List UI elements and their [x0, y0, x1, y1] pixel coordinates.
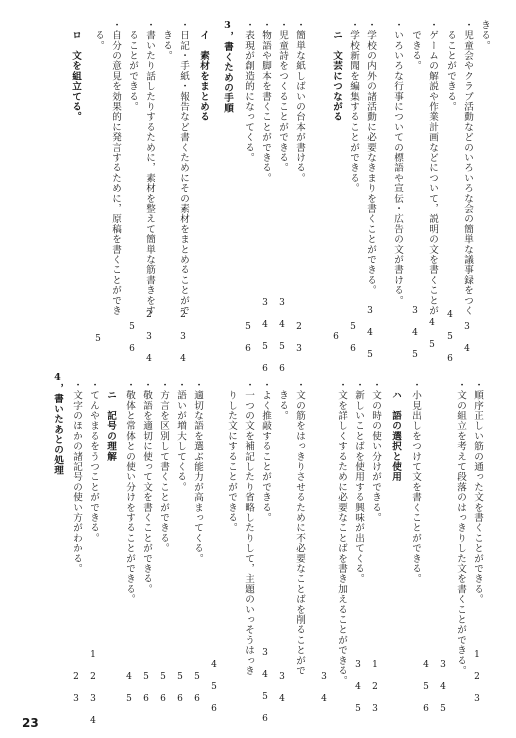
text-line: ・一つの文を補記したり省略したりして，主題のいっそうはっき: [243, 380, 254, 676]
grade-marker: 5 6: [192, 672, 202, 705]
subsection-heading: ニ 文芸につながる: [331, 20, 342, 122]
text-line: ・語いが増大してくる。: [175, 380, 186, 493]
grade-marker: 3 4 5: [353, 660, 363, 715]
section-heading: 3，書くための手順: [222, 20, 233, 114]
text-line: ・方言を区別して書くことができる。: [158, 380, 169, 554]
text-line: ることができる。: [445, 20, 456, 112]
text-line: ・文の筋をはっきりさせるために不必要なことばを削ることがで: [294, 380, 305, 676]
text-line: きる。: [277, 380, 288, 421]
text-line: ・学校の内外の諸活動に必要なきまりを書くことができる。: [365, 20, 376, 296]
subsection-heading: ニ 記号の理解: [105, 380, 116, 462]
text-line: ・てんやまるをうつことができる。: [88, 380, 99, 544]
text-line: ・敬体と常体との使い分けをすることができる。: [124, 380, 135, 605]
grade-marker: 4 5 6: [445, 310, 455, 365]
text-line: ・文を詳しくするために必要なことばを書き加えることができる。: [336, 380, 347, 686]
text-line: ・文字のほかの諸記号の使い方がわかる。: [71, 380, 82, 574]
grade-marker: 5 6: [158, 672, 168, 705]
grade-marker: 2 3 4: [178, 310, 188, 365]
text-line: ・よく推敲することができる。: [260, 380, 271, 523]
grade-marker: 3 4 5: [438, 660, 448, 715]
grade-marker: 5 6: [175, 672, 185, 705]
text-line: る。: [93, 20, 104, 51]
grade-marker: 2 3: [294, 322, 304, 355]
text-line: ・新しいことばを使用する興味が出てくる。: [353, 380, 364, 584]
text-line: きる。: [161, 20, 172, 61]
text-line: ・ゲームの解説や作業計画などについて，説明の文を書くことが: [427, 20, 438, 316]
text-line: ・児童会やクラブ活動などのいろいろな会の簡単な議事録をつく: [462, 20, 473, 316]
text-line: ・敬語を適切に使って文を書くことができる。: [141, 380, 152, 595]
grade-marker: 3 4 5 6: [260, 298, 270, 375]
text-line: ・文の組立を考えて段落のはっきりした文を書くことができる。: [455, 380, 466, 676]
grade-marker: 4 5 6: [209, 660, 219, 715]
subsection-heading: イ 素材をまとめる: [198, 20, 209, 122]
text-line: ・自分の意見を効果的に発言するために，原稿を書くことができ: [110, 20, 121, 316]
text-line: きる。: [479, 20, 490, 51]
text-line: ることができる。: [127, 20, 138, 112]
text-line: りした文にすることができる。: [226, 380, 237, 533]
grade-marker: 6: [331, 332, 341, 343]
grade-marker: 3 4: [462, 322, 472, 355]
text-line: ・物語や脚本を書くことができる。: [260, 20, 271, 184]
grade-marker: 1 2 3 4: [88, 650, 98, 727]
grade-marker: 2 3 4: [144, 310, 154, 365]
grade-marker: 5: [93, 334, 103, 345]
text-line: ・学校新聞を編集することができる。: [348, 20, 359, 194]
grade-marker: 1 2 3: [370, 660, 380, 715]
text-line: ・簡単な紙しばいの台本が書ける。: [294, 20, 305, 184]
grade-marker: 3 4 5 6: [277, 298, 287, 375]
grade-marker: 1 2 3: [472, 650, 482, 705]
text-line: ・順序正しい筋の通った文を書くことができる。: [472, 380, 483, 605]
text-line: ・書いたり話したりするために，素材を整えて簡単な筋書きをす: [144, 20, 155, 316]
text-line: ・文の時の使い分けができる。: [370, 380, 381, 523]
text-line: ・児童詩をつくることができる。: [277, 20, 288, 173]
subsection-heading: ハ 語の選択と使用: [390, 380, 401, 482]
grade-marker: 5 6: [348, 322, 358, 355]
grade-marker: 3 4 5: [365, 306, 375, 361]
grade-marker: 5 6: [243, 322, 253, 355]
grade-marker: 5 6: [141, 672, 151, 705]
page-number: 23: [22, 716, 39, 730]
grade-marker: 3 4 5 6: [260, 648, 270, 725]
grade-marker: 3 4: [319, 672, 329, 705]
section-heading: 4，書いたあとの処理: [52, 372, 63, 476]
subsection-heading: ロ 文を組立てる。: [70, 20, 81, 122]
text-line: ・日記・手紙・報告など書くためにその素材をまとめることがで: [178, 20, 189, 316]
text-line: ・表現が創造的になってくる。: [243, 20, 254, 163]
grade-marker: 4 5: [427, 318, 437, 351]
text-line: ・小見出しをつけて文を書くことができる。: [410, 380, 421, 584]
grade-marker: 5 6: [127, 322, 137, 355]
grade-marker: 2 3: [71, 672, 81, 705]
grade-marker: 3 4: [277, 672, 287, 705]
text-line: ・いろいろな行事についての標語や宣伝・広告の文が書ける。: [392, 20, 403, 306]
grade-marker: 4 5: [124, 672, 134, 705]
grade-marker: 4 5 6: [421, 660, 431, 715]
grade-marker: 3 4 5: [410, 306, 420, 361]
text-line: ・適切な語を選ぶ能力が高まってくる。: [192, 380, 203, 564]
text-line: できる。: [410, 20, 421, 71]
